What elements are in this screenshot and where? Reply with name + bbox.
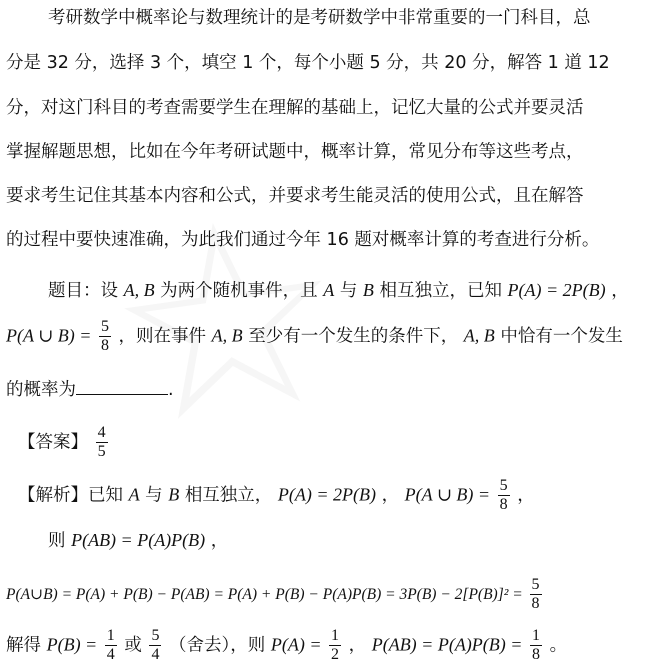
problem-math: B <box>362 280 374 300</box>
problem-text: ， <box>611 281 629 301</box>
fraction-denominator: 5 <box>97 443 106 460</box>
problem-math: A <box>323 280 335 300</box>
answer-fraction <box>96 424 108 461</box>
solution-long-equation: P(A∪B) = P(A) + P(B) − P(AB) = P(A) + P(B) − P(A)P(B) = 3P(B) − 2[P(B)]² = <box>6 586 523 603</box>
solution-line-3 <box>6 576 544 613</box>
solution-line-4 <box>6 627 567 664</box>
problem-math: A, B <box>211 325 243 346</box>
intro-line-4: 掌握解题思想，比如在今年考研试题中，概率计算，常见分布等这些考点， <box>6 142 584 162</box>
fraction-numerator: 5 <box>151 627 160 644</box>
problem-text: 中恰有一个发生 <box>500 326 623 347</box>
solution-math: A <box>128 484 140 505</box>
fraction-numerator: 1 <box>331 627 340 644</box>
fraction-numerator: 5 <box>100 318 109 335</box>
fraction-denominator: 4 <box>151 646 160 663</box>
fraction <box>530 627 542 664</box>
fraction <box>498 477 510 514</box>
fraction-denominator: 4 <box>106 646 115 663</box>
problem-text: 与 <box>339 281 358 301</box>
solution-text: ， <box>210 531 229 551</box>
solution-math: P(A ∪ B) = <box>404 484 491 505</box>
solution-math: B <box>168 484 180 505</box>
problem-text: 至少有一个发生的条件下， <box>248 326 459 347</box>
problem-text: 为两个随机事件，且 <box>160 281 318 301</box>
fraction-denominator: 2 <box>331 646 340 663</box>
problem-line-3 <box>6 378 174 402</box>
solution-text: 或 <box>124 635 142 656</box>
fraction-numerator: 1 <box>532 627 541 644</box>
intro-line-1: 考研数学中概率论与数理统计的是考研数学中非常重要的一门科目，总 <box>48 8 591 28</box>
fraction-denominator: 8 <box>531 595 540 612</box>
fraction <box>105 627 117 664</box>
fraction-denominator: 8 <box>532 646 541 663</box>
intro-line-3: 分，对这门科目的考查需要学生在理解的基础上，记忆大量的公式并要灵活 <box>6 98 584 118</box>
problem-text: ，则在事件 <box>118 326 207 347</box>
fraction-numerator: 4 <box>97 424 106 441</box>
solution-text: 则 <box>48 531 66 551</box>
fraction-denominator: 8 <box>499 496 508 513</box>
solution-math: P(AB) = P(A)P(B) = <box>371 634 523 655</box>
solution-text: 。 <box>549 635 568 656</box>
solution-math: P(A) = <box>270 634 322 655</box>
problem-text: 的概率为 <box>6 380 76 400</box>
solution-text: ， <box>381 485 400 506</box>
solution-math: P(A) = 2P(B) <box>277 484 376 505</box>
solution-text: ， <box>517 485 535 506</box>
solution-text: 相互独立， <box>184 485 273 506</box>
solution-text: （舍去），则 <box>169 635 266 656</box>
fraction-numerator: 5 <box>531 576 540 593</box>
fraction <box>329 627 341 664</box>
answer-label: 【答案】 <box>18 432 88 453</box>
problem-text: . <box>168 380 174 400</box>
problem-math: P(A ∪ B) = <box>6 325 92 346</box>
problem-line-2 <box>6 318 623 355</box>
solution-text: 【解析】已知 <box>18 485 123 506</box>
intro-line-6: 的过程中要快速准确，为此我们通过今年 16 题对概率计算的考查进行分析。 <box>6 230 600 250</box>
fraction <box>149 627 161 664</box>
fraction-numerator: 5 <box>499 477 508 494</box>
solution-line-1 <box>18 477 535 514</box>
fraction <box>99 318 111 355</box>
problem-line-1 <box>48 278 629 303</box>
answer-line <box>18 424 110 461</box>
fraction <box>530 576 542 613</box>
problem-text: 题目：设 <box>48 281 118 301</box>
solution-math: P(B) = <box>46 634 98 655</box>
intro-line-5: 要求考生记住其基本内容和公式，并要求考生能灵活的使用公式，且在解答 <box>6 186 584 206</box>
solution-line-2 <box>48 528 228 553</box>
solution-text: ， <box>348 635 367 656</box>
problem-math: A, B <box>463 325 495 346</box>
problem-math: P(A) = 2P(B) <box>507 280 606 300</box>
fraction-denominator: 8 <box>100 337 109 354</box>
solution-text: 与 <box>145 485 163 506</box>
problem-text: 相互独立，已知 <box>379 281 502 301</box>
solution-text: 解得 <box>6 635 41 656</box>
fraction-numerator: 1 <box>106 627 115 644</box>
problem-math: A, B <box>123 280 155 300</box>
intro-line-2: 分是 32 分，选择 3 个，填空 1 个，每个小题 5 分，共 20 分，解答 1 道 12 <box>6 53 610 73</box>
answer-blank <box>76 378 168 395</box>
solution-math: P(AB) = P(A)P(B) <box>71 530 206 550</box>
